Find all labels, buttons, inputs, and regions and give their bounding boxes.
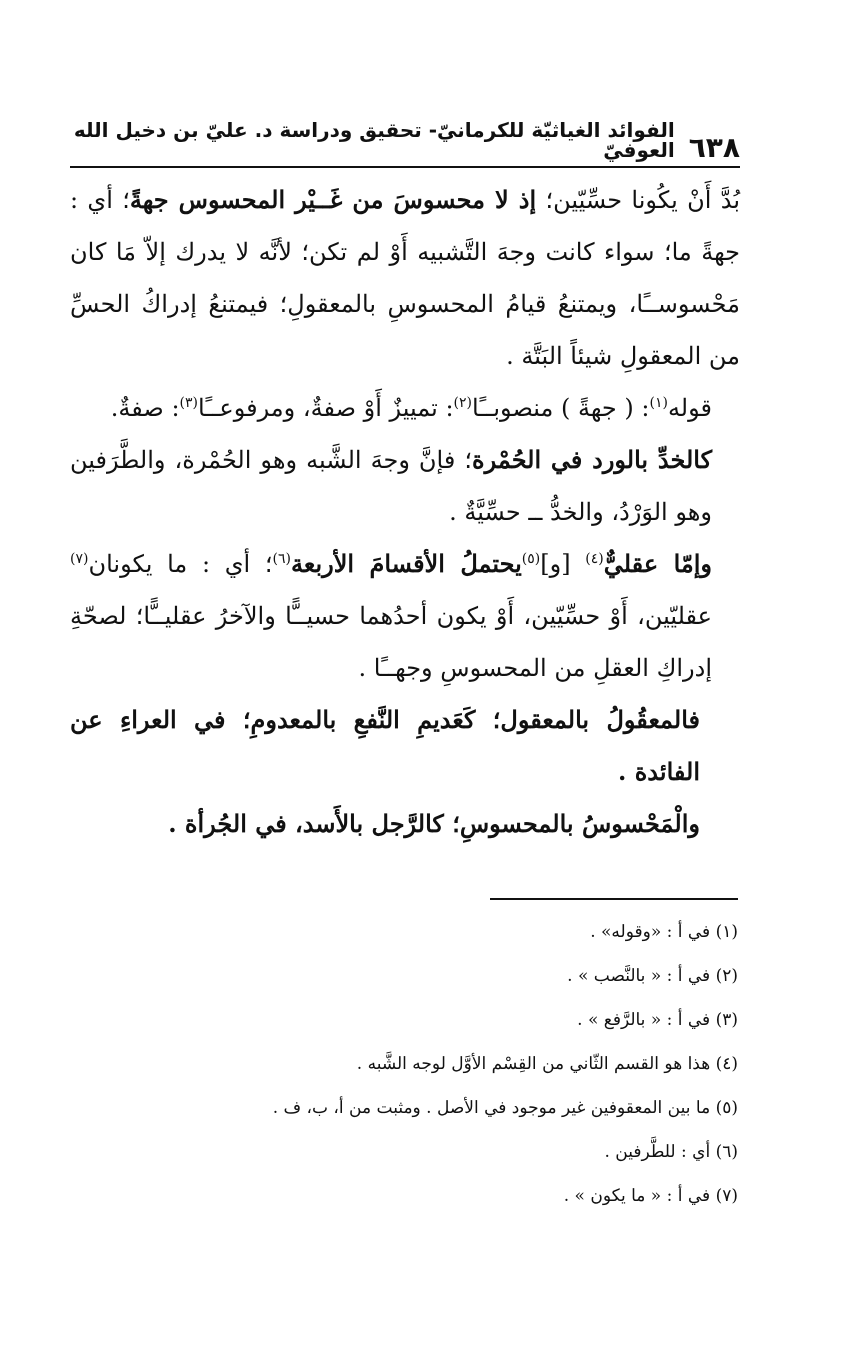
footnote-ref-1[interactable]: (١) bbox=[649, 395, 668, 411]
footnote-ref-2[interactable]: (٢) bbox=[453, 395, 472, 411]
running-title: الفوائد الغياثيّة للكرمانيّ- تحقيق ودراسة د. عليّ بن دخيل الله العوفيّ bbox=[73, 118, 675, 162]
text-run: : تمييزٌ أَوْ صفةٌ، ومرفوعــًا bbox=[198, 394, 454, 422]
footnote-ref-4[interactable]: (٤) bbox=[585, 551, 604, 567]
footnote-6: (٦) أي : للطَّرفين . bbox=[604, 1142, 738, 1162]
footnote-4: (٤) هذا هو القسم الثّاني من القِسْم الأوَّل لوجه الشَّبه . bbox=[356, 1054, 738, 1074]
footnote-ref-3[interactable]: (٣) bbox=[179, 395, 198, 411]
paragraph-5: فالمعقُولُ بالمعقول؛ كَعَديمِ النَّفعِ بالمعدومِ؛ في العراءِ عن الفائدة . bbox=[70, 705, 700, 786]
running-header bbox=[70, 118, 740, 168]
footnote-5: (٥) ما بين المعقوفين غير موجود في الأصل . ومثبت من أ، ب، ف . bbox=[272, 1098, 738, 1118]
paragraph-6: والْمَحْسوسُ بالمحسوسِ؛ كالرَّجل بالأَسد، في الجُرأة . bbox=[168, 809, 700, 838]
text-run: عقليّين، أَوْ حسِّيّين، أَوْ يكون أحدُهما حسيــًّا والآخرُ عقليــًّا؛ لصحّةِ إدراكِ العقلِ من المحسوسِ وجهــًا . bbox=[70, 602, 712, 682]
footnote-7: (٧) في أ : « ما يكون » . bbox=[563, 1186, 738, 1206]
paragraph-3 bbox=[70, 434, 740, 538]
footnotes-list bbox=[70, 910, 738, 1218]
bold-matn: وإمّا عقليٌّ bbox=[603, 549, 712, 578]
footnote-1: (١) في أ : «وقوله» . bbox=[590, 922, 738, 942]
text-run: ؛ أي : جهةً ما؛ سواء كانت وجهَ التَّشبيه أَوْ لم تكن؛ لأنَّه لا يدرك إلاّ مَا كان مَحْسوســًا، ويمتنعُ قيامُ المحسوسِ بالمعقولِ؛ فيمتنعُ إدراكُ الحسِّ من المعقولِ شيئاً البَتَّة . bbox=[70, 186, 741, 370]
bold-matn: كالخدِّ بالورد في الحُمْرة bbox=[472, 445, 712, 474]
text-run: بُدَّ أَنْ يكُونا حسِّيّين؛ bbox=[536, 186, 740, 214]
paragraph-1 bbox=[70, 174, 740, 382]
text-run: : ( جهةً ) منصوبــًا bbox=[472, 394, 650, 422]
footnote-2: (٢) في أ : « بالنَّصب » . bbox=[567, 966, 738, 986]
footnote-ref-7[interactable]: (٧) bbox=[70, 551, 89, 567]
text-run: ؛ فإنَّ وجهَ الشَّبه وهو الحُمْرة، والطَّرَفين وهو الوَرْدُ، والخدُّ ــ حسِّيَّةٌ . bbox=[70, 446, 712, 526]
footnote-3: (٣) في أ : « بالرَّفع » . bbox=[577, 1010, 738, 1030]
paragraph-2 bbox=[70, 382, 740, 434]
footnote-ref-5[interactable]: (٥) bbox=[521, 551, 541, 567]
bold-matn: إذ لا محسوسَ من غَــيْر المحسوس جهةً bbox=[129, 185, 537, 214]
bold-matn: يحتملُ الأقسامَ الأربعة bbox=[291, 549, 522, 578]
footnote-ref-6[interactable]: (٦) bbox=[272, 551, 291, 567]
text-run: ؛ أي : ما يكونان bbox=[88, 550, 273, 578]
text-run: : صفةٌ. bbox=[110, 394, 180, 422]
footnote-divider bbox=[490, 898, 738, 900]
text-run: [و] bbox=[540, 550, 586, 578]
paragraph-4 bbox=[70, 538, 740, 694]
text-run: قوله bbox=[667, 394, 712, 422]
main-text bbox=[70, 174, 740, 850]
page-number: ٦٣٨ bbox=[688, 131, 740, 164]
